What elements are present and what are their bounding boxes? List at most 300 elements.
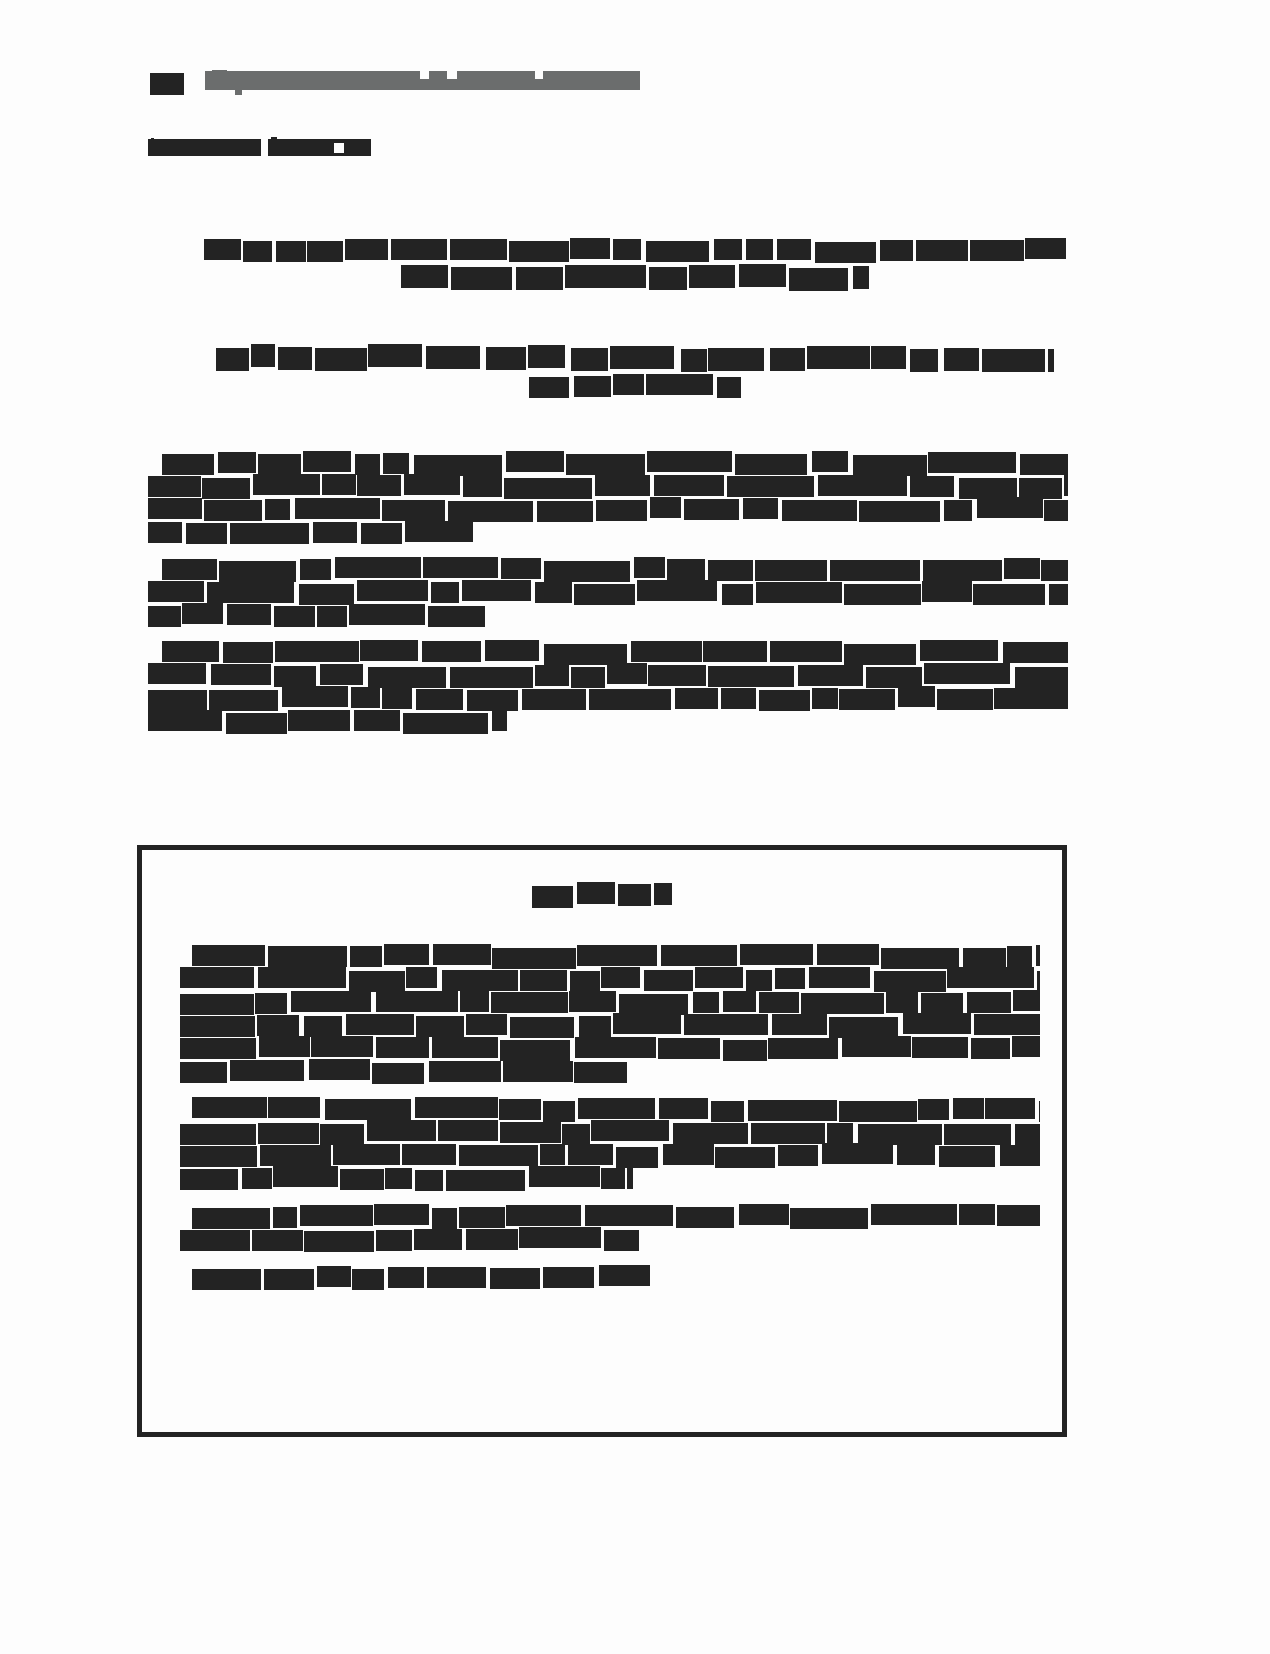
text-line [180, 1228, 1040, 1251]
redaction-block [599, 1265, 650, 1286]
redaction-block [382, 688, 412, 709]
redaction-block [357, 580, 428, 601]
redaction-block [273, 1207, 297, 1228]
redaction-block [433, 944, 491, 965]
paragraph [148, 452, 1068, 544]
redaction-block [577, 945, 657, 966]
redaction-block [258, 967, 346, 988]
redaction-block [432, 1037, 498, 1058]
redaction-block [944, 500, 972, 521]
redaction-block [871, 1204, 957, 1225]
redaction-block [568, 1144, 613, 1165]
redaction-block [853, 455, 927, 476]
redaction-block [807, 346, 870, 369]
redaction-block [520, 970, 567, 991]
redaction-block [253, 474, 320, 495]
redaction-block [897, 1144, 935, 1165]
redaction-block [543, 1267, 594, 1288]
redaction-block [959, 478, 1017, 499]
redaction-block [403, 713, 488, 734]
redaction-block [492, 710, 507, 731]
redaction-block [974, 1014, 1040, 1035]
redaction-block [423, 557, 498, 578]
paragraph [148, 558, 1068, 627]
redaction-block [367, 1120, 436, 1141]
text-line [148, 581, 1068, 604]
redaction-block [646, 241, 709, 262]
redaction-block [350, 946, 382, 967]
redaction-block [923, 560, 1002, 581]
paragraph [180, 945, 1040, 1083]
redaction-block [501, 558, 541, 579]
redaction-block [579, 1016, 611, 1037]
redaction-block [778, 1145, 818, 1166]
redaction-block [360, 640, 418, 661]
redaction-block [383, 453, 409, 474]
title-line-1 [0, 238, 1270, 264]
redaction-block [391, 239, 447, 260]
redaction-block [1036, 945, 1040, 966]
redaction-block [739, 1204, 789, 1225]
redaction-block [242, 1168, 272, 1189]
redaction-block [450, 667, 533, 688]
text-line [180, 1167, 1040, 1190]
redaction-block [276, 241, 306, 262]
redaction-block [209, 690, 278, 711]
redaction-block [257, 1015, 299, 1036]
redaction-block [268, 946, 347, 967]
header-gap-1 [420, 71, 429, 79]
redaction-block [627, 1168, 633, 1189]
redaction-block [715, 1147, 775, 1168]
redaction-block [844, 584, 921, 605]
redaction-block [667, 559, 705, 580]
redaction-block [429, 1061, 501, 1082]
redaction-block [388, 1267, 424, 1288]
text-line [148, 498, 1068, 521]
redaction-block [309, 1059, 370, 1080]
redaction-block [258, 1123, 319, 1144]
redaction-block [613, 374, 644, 395]
redaction-block [654, 883, 672, 905]
redaction-block [676, 1207, 734, 1228]
redaction-block [1044, 500, 1068, 521]
redaction-block [827, 1123, 853, 1144]
redaction-block [648, 665, 706, 686]
text-line [180, 1121, 1040, 1144]
redaction-block [912, 1037, 968, 1058]
redaction-block [673, 1123, 748, 1144]
redaction-block [376, 991, 458, 1012]
redaction-block [658, 1038, 720, 1059]
paragraph [180, 1266, 1040, 1289]
redaction-block [920, 640, 998, 661]
redaction-block [839, 1101, 917, 1122]
redaction-block [770, 348, 805, 371]
redaction-block [438, 1120, 498, 1141]
redaction-block [661, 945, 737, 966]
redaction-block [268, 1097, 320, 1118]
redaction-block [922, 581, 972, 602]
text-line [180, 968, 1040, 991]
redaction-block [506, 1205, 581, 1226]
redaction-block [684, 1014, 768, 1035]
redaction-block [830, 560, 920, 581]
redaction-block [219, 561, 296, 582]
redaction-block [320, 1124, 364, 1145]
text-line [148, 710, 1068, 733]
redaction-block [898, 686, 935, 707]
redaction-block [500, 1040, 570, 1061]
redaction-block [562, 1124, 590, 1145]
redaction-block [566, 454, 645, 475]
text-line [148, 664, 1068, 687]
redaction-block [148, 498, 202, 519]
byline-word-one-redaction [148, 139, 261, 156]
redaction-block [300, 1205, 373, 1226]
box-heading [142, 882, 1062, 912]
redaction-block [202, 478, 250, 499]
redaction-block [663, 1144, 714, 1165]
redaction-block [459, 1145, 538, 1166]
redaction-block [916, 240, 968, 261]
redaction-block [928, 452, 1016, 473]
redaction-block [459, 1207, 505, 1228]
redaction-block [1015, 667, 1068, 688]
redaction-block [384, 944, 429, 965]
redaction-block [528, 345, 565, 368]
redaction-block [491, 992, 568, 1013]
redaction-block [376, 1230, 412, 1251]
redaction-block [953, 1098, 984, 1119]
redaction-block [304, 1016, 342, 1037]
redaction-block [727, 476, 814, 497]
subtitle-line-1 [0, 345, 1270, 373]
redaction-block [282, 686, 348, 707]
redaction-block [320, 664, 363, 685]
redaction-block [401, 265, 448, 288]
text-line [148, 452, 1068, 475]
text-line [180, 991, 1040, 1014]
redaction-block [349, 604, 425, 625]
redaction-block [886, 992, 918, 1013]
redaction-block [506, 451, 564, 472]
text-line [148, 641, 1068, 664]
redaction-block [485, 640, 539, 661]
redaction-block [192, 1097, 267, 1118]
redaction-block [313, 522, 357, 543]
redaction-block [858, 1124, 942, 1145]
redaction-block [349, 971, 405, 992]
redaction-block [148, 522, 182, 543]
redaction-block [335, 557, 421, 578]
redaction-block [499, 1099, 541, 1120]
redaction-block [866, 667, 922, 688]
redaction-block [963, 948, 1006, 969]
redaction-block [274, 606, 315, 627]
redaction-block [839, 689, 895, 710]
redaction-block [859, 501, 940, 522]
redaction-block [385, 1168, 412, 1189]
redaction-block [446, 1170, 525, 1191]
redaction-block [1000, 1145, 1040, 1166]
redaction-block [486, 347, 526, 370]
redaction-block [180, 1230, 250, 1251]
redaction-block [299, 584, 354, 605]
redaction-block [659, 1098, 708, 1119]
redaction-block [881, 948, 959, 969]
subtitle-block [0, 345, 1270, 401]
redaction-block [790, 1208, 868, 1229]
redaction-block [650, 497, 681, 518]
redaction-block [230, 1060, 304, 1081]
redaction-block [577, 882, 615, 904]
redaction-block [782, 500, 857, 521]
redaction-block [708, 560, 753, 581]
redaction-block [259, 1036, 310, 1057]
redaction-block [288, 710, 350, 731]
redaction-block [721, 688, 756, 709]
redaction-block [352, 1269, 384, 1290]
redaction-block [466, 1014, 507, 1035]
header-case-number-redaction [150, 73, 184, 95]
redaction-block [148, 663, 206, 684]
redaction-block [1004, 558, 1040, 579]
redaction-block [815, 242, 876, 263]
redaction-block [967, 992, 1011, 1013]
redaction-block [304, 1231, 374, 1252]
redaction-block [944, 1124, 1011, 1145]
redaction-block [207, 582, 294, 603]
redaction-block [422, 641, 481, 662]
redaction-block [735, 454, 807, 475]
redaction-block [1019, 478, 1062, 499]
redaction-block [529, 377, 569, 398]
redaction-block [537, 501, 593, 522]
redaction-block [903, 1013, 971, 1034]
byline-inner-gap [334, 143, 344, 153]
subtitle-line-2 [0, 373, 1270, 401]
redaction-block [844, 644, 916, 665]
redaction-block [492, 948, 576, 969]
redaction-block [500, 1122, 561, 1143]
box-content [180, 945, 1040, 1304]
text-line [180, 1144, 1040, 1167]
byline [148, 136, 448, 160]
redaction-block [180, 1124, 256, 1145]
redaction-block [448, 501, 533, 522]
redaction-block [345, 239, 388, 260]
redaction-block [227, 604, 271, 625]
text-line [148, 687, 1068, 710]
redaction-block [924, 663, 1010, 684]
header-gap-2 [447, 71, 457, 79]
paragraph [148, 641, 1068, 733]
redaction-block [180, 1169, 238, 1190]
redaction-block [466, 1229, 518, 1250]
redaction-block [540, 1144, 565, 1165]
redaction-block [432, 1208, 457, 1229]
redaction-block [535, 582, 572, 603]
redaction-block [148, 710, 222, 731]
redaction-block [874, 971, 946, 992]
redaction-block [703, 641, 767, 662]
redaction-block [415, 1097, 498, 1118]
redaction-block [307, 241, 343, 262]
redaction-block [601, 967, 640, 988]
redaction-block [218, 452, 256, 473]
redaction-block [646, 374, 713, 395]
redaction-block [574, 1062, 627, 1083]
redaction-block [182, 603, 223, 624]
redaction-block [148, 476, 201, 497]
redaction-block [148, 606, 181, 627]
redaction-block [812, 688, 838, 709]
redaction-block [346, 1014, 414, 1035]
redaction-block [578, 1098, 655, 1119]
redaction-block [1015, 1124, 1040, 1145]
redaction-block [322, 474, 356, 495]
redaction-block [937, 689, 993, 710]
redaction-block [649, 267, 687, 290]
redaction-block [519, 1227, 601, 1248]
redaction-block [801, 993, 884, 1014]
redaction-block [574, 584, 635, 605]
redaction-block [180, 1016, 255, 1037]
redaction-block [264, 1269, 314, 1290]
redaction-block [251, 344, 275, 367]
redaction-block [997, 1205, 1040, 1226]
redaction-block [467, 690, 518, 711]
redaction-block [490, 1268, 540, 1289]
redaction-block [416, 689, 463, 710]
redaction-block [740, 944, 813, 965]
redaction-block [180, 967, 254, 988]
redaction-block [944, 348, 979, 371]
redaction-block [618, 884, 651, 906]
redaction-block [743, 498, 778, 519]
redaction-block [361, 523, 402, 544]
redaction-block [613, 239, 641, 260]
redaction-block [317, 606, 347, 627]
redaction-block [460, 991, 489, 1012]
redaction-block [451, 267, 512, 290]
redaction-block [291, 991, 371, 1012]
redaction-block [450, 239, 507, 260]
redaction-block [714, 239, 742, 260]
redaction-block [1007, 946, 1032, 967]
redaction-block [842, 1036, 911, 1057]
redaction-block [427, 1267, 486, 1288]
redaction-block [406, 967, 437, 988]
redaction-block [510, 1017, 574, 1038]
redaction-block [759, 690, 810, 711]
redaction-block [711, 1101, 744, 1122]
redaction-block [529, 1166, 600, 1187]
text-line [180, 1014, 1040, 1037]
redaction-block [462, 580, 531, 601]
redaction-block [722, 584, 753, 605]
redaction-block [426, 346, 480, 369]
redaction-block [303, 451, 351, 472]
redaction-block [274, 666, 316, 687]
redaction-block [368, 344, 422, 367]
redaction-block [751, 1123, 825, 1144]
redaction-block [463, 476, 502, 497]
redaction-block [1048, 349, 1054, 372]
redaction-block [368, 667, 446, 688]
redaction-block [258, 454, 301, 475]
redaction-block [535, 665, 569, 686]
byline-word-two-redaction [268, 139, 371, 156]
redaction-block [355, 454, 380, 475]
redaction-block [982, 349, 1045, 372]
redaction-block [637, 580, 717, 601]
redaction-block [918, 1099, 949, 1120]
redaction-block [613, 1013, 681, 1034]
redaction-block [544, 644, 627, 665]
redaction-block [571, 348, 608, 371]
redaction-block [442, 970, 518, 991]
redaction-block [818, 475, 907, 496]
redaction-block [180, 994, 254, 1015]
redaction-block [192, 1269, 261, 1290]
redaction-block [616, 1147, 658, 1168]
redaction-block [226, 713, 287, 734]
redaction-block [192, 1208, 270, 1229]
redaction-block [910, 349, 938, 372]
redaction-block [504, 478, 592, 499]
redaction-block [351, 687, 380, 708]
text-line [180, 1060, 1040, 1083]
redaction-block [300, 559, 331, 580]
redaction-block [647, 451, 732, 472]
redaction-block [223, 642, 273, 663]
redaction-block [739, 264, 786, 287]
redaction-block [775, 968, 805, 989]
redaction-block [1013, 990, 1040, 1011]
text-line [180, 1098, 1040, 1121]
redaction-block [985, 1098, 1035, 1119]
redaction-block [871, 346, 906, 369]
redaction-block [589, 689, 671, 710]
redaction-block [717, 377, 741, 398]
redaction-block [325, 1099, 411, 1120]
redaction-block [295, 498, 380, 519]
redaction-block [405, 521, 473, 542]
redaction-block [415, 1170, 443, 1191]
redaction-block [770, 641, 842, 662]
redaction-block [755, 560, 827, 581]
redaction-block [372, 1063, 424, 1084]
redaction-block [162, 559, 217, 580]
redaction-block [1025, 238, 1066, 259]
redaction-block [822, 1143, 893, 1164]
redaction-block [772, 1014, 827, 1035]
redaction-block [570, 971, 600, 992]
redaction-block [404, 474, 460, 495]
redaction-block [1039, 1101, 1040, 1122]
text-line [180, 1205, 1040, 1228]
redaction-block [532, 886, 573, 908]
redaction-block [809, 967, 870, 988]
redaction-block [311, 1036, 373, 1057]
redaction-block [428, 606, 485, 627]
paragraph [180, 1098, 1040, 1190]
redaction-block [565, 265, 646, 288]
redaction-block [414, 1229, 462, 1250]
redaction-block [817, 944, 879, 965]
